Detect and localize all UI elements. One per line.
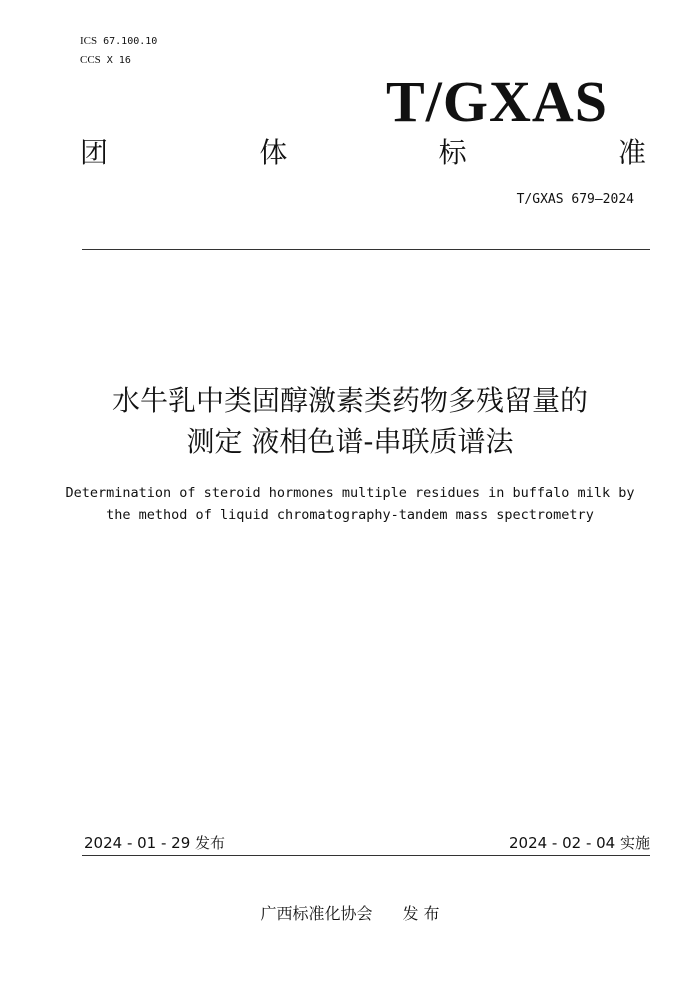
standard-number: T/GXAS 679—2024 xyxy=(516,192,634,207)
ccs-line xyxy=(80,53,131,68)
publisher xyxy=(0,903,700,925)
ics-code: 67.100.10 xyxy=(103,36,158,47)
standard-type xyxy=(80,136,646,170)
ccs-code: X 16 xyxy=(106,55,131,66)
title-en-line-2: the method of liquid chromatography-tandem mass spectrometry xyxy=(106,507,594,523)
standard-type-char: 准 xyxy=(617,136,646,169)
issue-date: 2024 - 01 - 29 发布 xyxy=(84,834,226,852)
title-zh-line-2: 测定 液相色谱-串联质谱法 xyxy=(186,425,514,458)
standard-type-char: 标 xyxy=(438,136,467,169)
publisher-organization: 广西标准化协会 xyxy=(260,904,373,923)
header-divider xyxy=(82,249,650,250)
ics-label: ICS xyxy=(80,35,98,47)
publisher-action: 发 布 xyxy=(402,904,440,923)
footer-divider xyxy=(82,855,650,856)
standard-type-char: 团 xyxy=(80,136,109,169)
title-zh-line-1: 水牛乳中类固醇激素类药物多残留量的 xyxy=(111,384,588,417)
implementation-date: 2024 - 02 - 04 实施 xyxy=(508,834,650,852)
ccs-label: CCS xyxy=(80,54,101,66)
title-en-line-1: Determination of steroid hormones multiple residues in buffalo milk by xyxy=(65,485,635,501)
ics-line xyxy=(80,34,157,49)
standard-logo: T/GXAS xyxy=(386,69,608,134)
standard-type-char: 体 xyxy=(259,136,288,169)
